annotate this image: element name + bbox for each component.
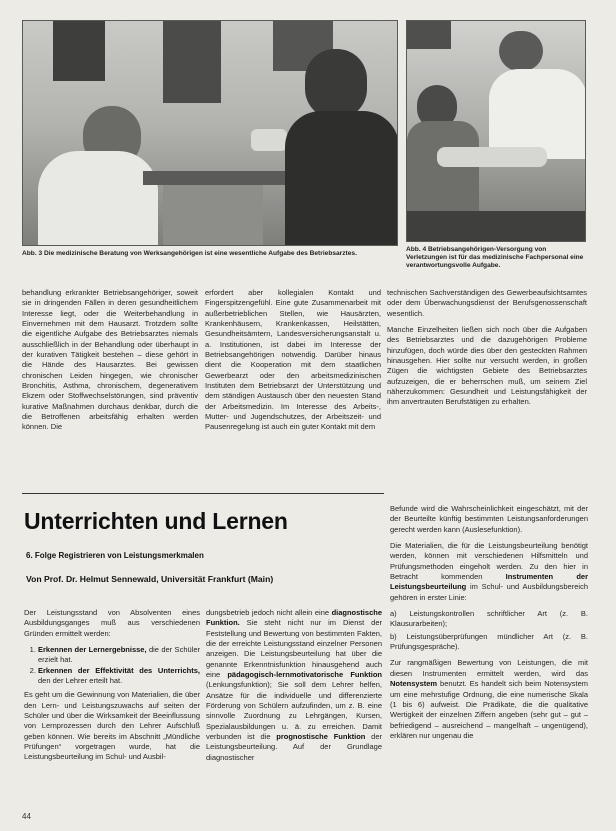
- page-number: 44: [22, 812, 31, 821]
- paragraph: behandlung erkrankter Betriebsangehöriger, soweit sie in dringenden Fällen in deren gesundheitlichem Interesse liegt, oder die Weiterbehandlung in Einvernehmen mit dem Hausarzt. Trotzdem sollte die eigentliche Aufgabe des Betriebsarztes niemals ausschließlich in der Behandlung oder überhaupt in der kurativen Tätigkeit bestehen – diese gehört in die Hände des Hausarztes. Bei gewissen chronischen Leiden hingegen, wie chronischer Bronchitis, Asthma, chronischem, degenerativem Ekzem oder Stoffwechselstörungen, sind präventiv kurative Maßnahmen durchaus denkbar, durch die die Betroffenen arbeitsfähig erhalten werden können. Die: [22, 288, 198, 432]
- list-item: b) Leistungsüberprüfungen mündlicher Art (z. B. Prüfungsgespräche).: [390, 631, 588, 652]
- article-text-column: [24, 608, 200, 823]
- article-text-column: [206, 608, 382, 823]
- paragraph: Zur rangmäßigen Bewertung von Leistungen, die mit diesen Instrumenten ermittelt werden, wird das Notensystem benutzt. Es handelt sich beim Notensystem um eine mehrstufige Ordnung, die eine numerische Skala (1 bis 6) aufweist. Die Prädikate, die die qualitative Wertigkeit der einzelnen Ziffern angeben (sehr gut – gut – befriedigend – ausreichend – mangelhaft – ungenügend), erklären nur ungenau die: [390, 658, 588, 740]
- paragraph: Manche Einzelheiten ließen sich noch über die Aufgaben des Betriebsarztes und die dazugehörigen Probleme hinzufügen, doch würde dies über den gesteckten Rahmen hinausgehen. Hier sollte nur versucht werden, in großen Zügen die wichtigsten Gebiete des Betriebsarztes aufzuzeigen, die er beherrschen muß, um seinem Ziel näherzukommen: Gesundheit und Leistungsfähigkeit der ihm anvertrauten Berufstätigen zu erhalten.: [387, 325, 587, 407]
- upper-text-column: [387, 288, 587, 483]
- paragraph: Die Materialien, die für die Leistungsbeurteilung benötigt werden, können mit verschiedenen Hilfsmitteln und Prüfungsmethoden eingeholt werden. Zu den hier in Betracht kommenden Instrumenten der Leistungsbeurteilung im Schul- und Ausbildungsbereich gehören in erster Linie:: [390, 541, 588, 602]
- article-text-column: [390, 504, 588, 824]
- list-item: 1. Erkennen der Lernergebnisse, die der Schüler erzielt hat.: [38, 645, 200, 666]
- paragraph: erfordert aber kollegialen Kontakt und Fingerspitzengefühl. Eine gute Zusammenarbeit mit außerbetrieblichen Stellen, wie Hausärzten, Krankenhäusern, Krankenkassen, Heilstätten, Gesundheitsämtern, Landesversicherungsanstalt u. a. Institutionen, ist dabei im Interesse der Betriebsangehörigen notwendig. Darüber hinaus dient die Kooperation mit dem staatlichen Gewerbearzt oder den arbeitsmedizinischen Instituten dem Betriebsarzt der Unterstützung und dem ständigen Austausch über den neuesten Stand der Arbeitsmedizin. Im Interesse des Arbeits-, Mutter- und Jugendschutzes, der Arbeitszeit- und Pausenregelung ist auch ein guter Kontakt mit dem: [205, 288, 381, 432]
- figure-consultation-photo: [22, 20, 398, 246]
- article-headline: Unterrichten und Lernen: [24, 508, 288, 534]
- upper-text-column: [22, 288, 198, 483]
- paragraph: Es geht um die Gewinnung von Materialien, die über den Lern- und Leistungszuwachs auf seiten der Schüler und über die Wirksamkeit der Beeinflussung von Lernprozessen durch den Lehrer Aufschluß geben können. Wie bereits im Abschnitt „Mündliche Prüfungen“ vorgetragen wurde, hat die Leistungsbeurteilung im Schul- und Ausbil-: [24, 690, 200, 762]
- list-item: a) Leistungskontrollen schriftlicher Art (z. B. Klausurarbeiten);: [390, 609, 588, 629]
- figure-caption: Abb. 3 Die medizinische Beratung von Werksangehörigen ist eine wesentliche Aufgabe des Betriebsarztes.: [22, 250, 357, 257]
- upper-text-column: [205, 288, 381, 483]
- paragraph: technischen Sachverständigen des Gewerbeaufsichtsamtes oder dem Überwachungsdienst der Berufsgenossenschaft wesentlich.: [387, 288, 587, 318]
- figure-treatment-photo: [406, 20, 586, 242]
- paragraph: Befunde wird die Wahrscheinlichkeit eingeschätzt, mit der der Beurteilte künftig bestimmten Leistungsanforderungen gerecht werden kann (Auslesefunktion).: [390, 504, 588, 534]
- numbered-list: [24, 645, 200, 686]
- article-subtitle: 6. Folge Registrieren von Leistungsmerkmalen: [26, 551, 204, 560]
- paragraph: dungsbetrieb jedoch nicht allein eine diagnostische Funktion. Sie steht nicht nur im Dienst der Feststellung und Bewertung von bestimmten Fakten, die der erreichte Leistungsstand einzelner Personen anzeigen. Die Leistungsbeurteilung hat über die genannte Erkenntnisfunktion hinausgehend auch eine pädagogisch-lernmotivatorische Funktion (Lenkungsfunktion); Sie soll dem Lehrer helfen, Ansätze für die individuelle und differenzierte Förderung von Schülern aufzufinden, um z. B. eine sinnvolle Zuordnung zu Lehrgängen, Kursen, Spezialausbildungen u. ä. zu erreichen. Damit verbunden ist die prognostische Funktion der Leistungsbeurteilung. Auf der Grundlage diagnostischer: [206, 608, 382, 762]
- article-author: Von Prof. Dr. Helmut Sennewald, Universität Frankfurt (Main): [26, 574, 274, 584]
- list-item: 2. Erkennen der Effektivität des Unterrichts, den der Lehrer erteilt hat.: [38, 666, 200, 687]
- section-divider: [22, 493, 384, 494]
- figure-caption: Abb. 4 Betriebsangehörigen-Versorgung von Verletzungen ist für das medizinische Fachpersonal eine verantwortungsvolle Aufgabe.: [406, 246, 584, 269]
- paragraph: Der Leistungsstand von Absolventen eines Ausbildungsganges muß aus verschiedenen Gründen ermittelt werden:: [24, 608, 200, 638]
